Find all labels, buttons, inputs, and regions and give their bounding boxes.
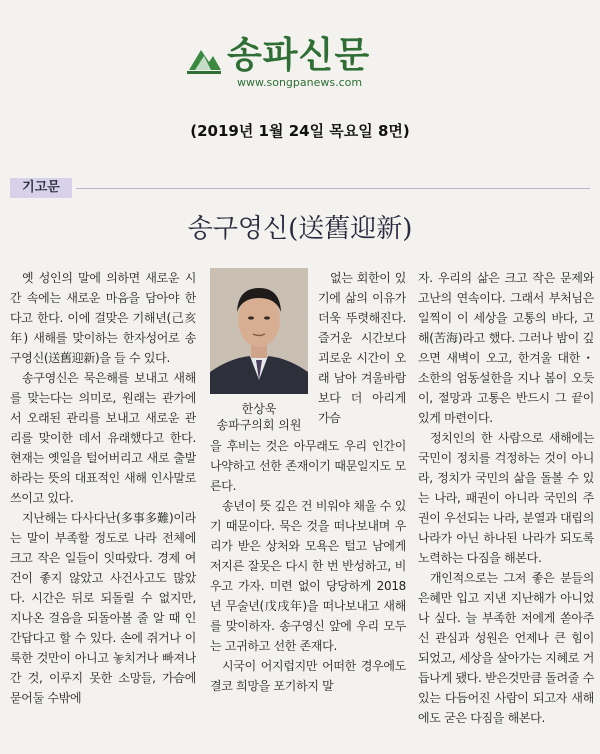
article-column-2	[210, 436, 406, 754]
paragraph: 개인적으로는 그저 좋은 분들의 은혜만 입고 지낸 지난해가 아니었나 싶다. 늘 부족한 저에게 쏟아주신 관심과 성원은 언제나 큰 힘이 되었고, 세상을 살아가는 지혜로 거듭나게 됐다. 받은것만큼 돌려줄 수 있는 다듬어진 사람이 되고자 새해에도 굳은 다짐을 해본다.	[418, 571, 594, 725]
paragraph: 정치인의 한 사람으로 새해에는 국민이 정치를 걱정하는 것이 아니라, 정치가 국민의 삶을 돌볼 수 있는 나라, 패권이 아니라 국민의 주권이 우선되는 나라, 분열과 대립의 나라가 아닌 하나된 나라가 되도록 노력하는 다짐을 해본다.	[418, 431, 594, 565]
masthead-brand: 송파신문	[227, 35, 371, 76]
paragraph: 송구영신은 묵은해를 보내고 새해를 맞는다는 의미로, 원래는 관가에서 오래된 관리를 보내고 새로운 관리를 맞이한 데서 유래했다고 한다. 현재는 옛일을 털어버리고 새로 출발하라는 뜻의 대표적인 새해 인사말로 쓰이고 있다.	[10, 371, 196, 505]
section-badge: 기고문	[10, 178, 72, 198]
paragraph: 시국이 어지럽지만 어떠한 경우에도 결코 희망을 포기하지 말	[210, 659, 406, 693]
section-divider	[76, 188, 590, 189]
author-portrait-image	[210, 268, 308, 394]
masthead-url[interactable]: www.songpanews.com	[237, 76, 363, 89]
paragraph: 없는 회한이 있기에 삶의 이유가 더욱 뚜렷해진다. 즐거운 시간보다 괴로운 시간이 오래 남아 겨울바람보다 더 아리게 가슴	[318, 271, 406, 425]
publication-date: (2019년 1월 24일 목요일 8면)	[190, 122, 410, 140]
article-column-1	[10, 268, 196, 754]
paragraph: 자. 우리의 삶은 크고 작은 문제와 고난의 연속이다. 그래서 부처님은 일찍이 이 세상을 고통의 바다, 고해(苦海)라고 했다. 그러나 밤이 깊으면 새벽이 오고, 한겨울 대한・소한의 엄동설한을 지나 봄이 오듯이, 절망과 고통은 반드시 그 끝이 있게 마련이다.	[418, 271, 594, 425]
paragraph: 송년이 뜻 깊은 건 비워야 채울 수 있기 때문이다. 묵은 것을 떠나보내며 우리가 받은 상처와 모욕은 털고 남에게 저지른 잘못은 다시 한 번 반성하고, 비우고 가자. 미련 없이 당당하게 2018년 무술년(戊戌年)을 떠나보내고 새해를 맞이하자. 송구영신 앞에 우리 모두는 고귀하고 선한 존재다.	[210, 499, 406, 653]
songpa-logo-icon	[185, 40, 223, 78]
article-column-3	[418, 268, 594, 754]
author-name: 한상욱	[241, 402, 277, 416]
paragraph: 지난해는 다사다난(多事多難)이라는 말이 부족할 정도로 나라 전체에 크고 작은 일들이 잇따랐다. 경제 여건이 좋지 않았고 사건사고도 많았다. 시간은 뒤로 되돌릴 수 없지만, 지나온 걸음을 되돌아볼 줄 알 때 인간답다고 할 수 있다. 손에 쥐거나 이룩한 것만이 아니고 놓치거나 빠져나간 것, 이루지 못한 소망들, 가슴에 묻어둘 수밖에	[10, 511, 196, 705]
article-headline: 송구영신(送舊迎新)	[187, 214, 413, 244]
author-title: 송파구의회 의원	[216, 418, 302, 432]
masthead	[185, 34, 395, 94]
paragraph: 옛 성인의 말에 의하면 새로운 시간 속에는 새로운 마음을 담아야 한다고 한다. 이에 걸맞은 기해년(己亥年) 새해를 맞이하는 한자성어로 송구영신(送舊迎新)을 들 수 있다.	[10, 271, 196, 365]
article-column-2-side	[318, 268, 406, 428]
paragraph: 을 후비는 것은 아무래도 우리 인간이 나약하고 선한 존재이기 때문일지도 모른다.	[210, 439, 406, 493]
author-photo	[210, 268, 308, 394]
